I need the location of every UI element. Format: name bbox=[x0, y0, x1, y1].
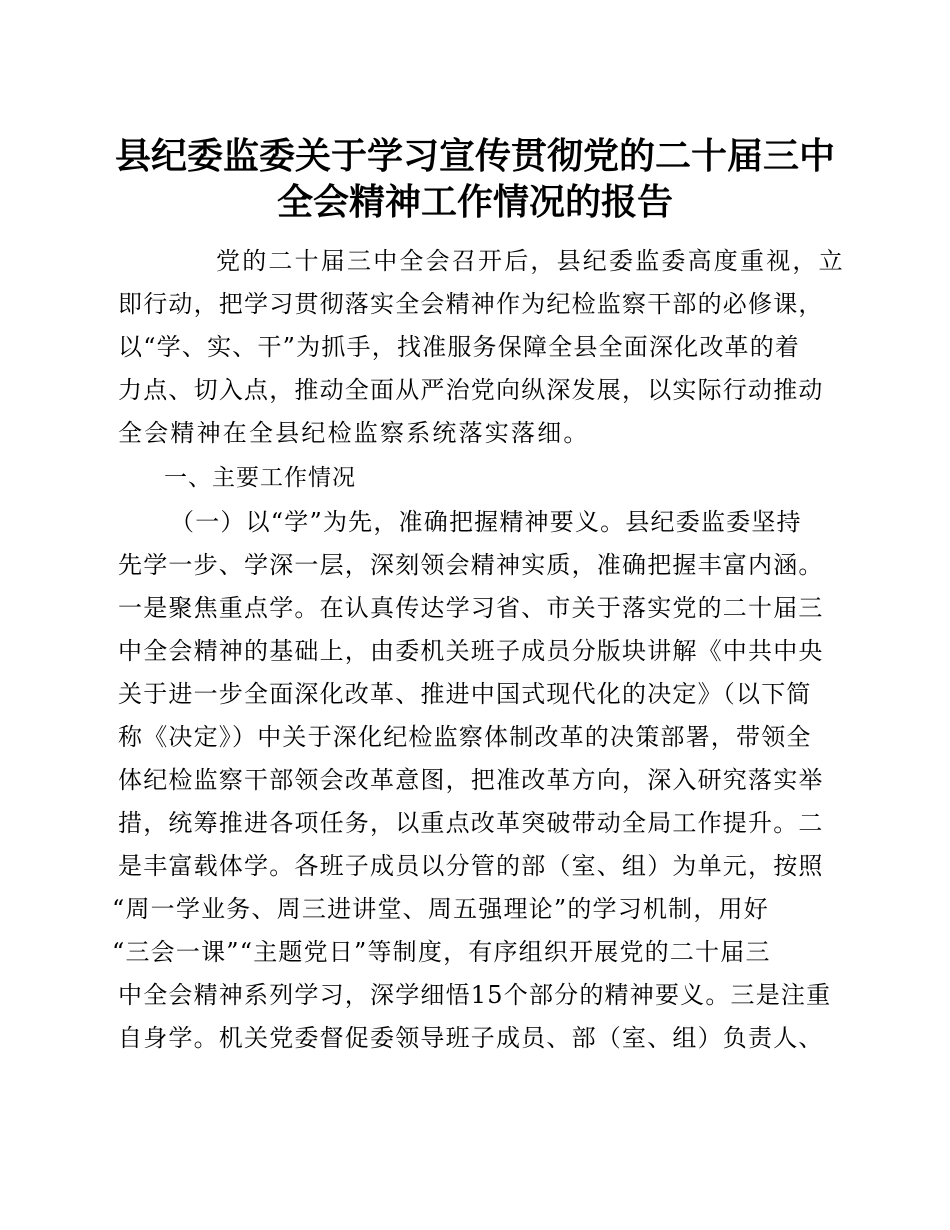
body-line: 先学一步、学深一层，深刻领会精神实质，准确把握丰富内涵。 bbox=[118, 551, 824, 579]
document-title-line-1: 县纪委监委关于学习宣传贯彻党的二十届三中 bbox=[114, 135, 835, 177]
body-line: 关于进一步全面深化改革、推进中国式现代化的决定》（以下简 bbox=[118, 680, 812, 708]
body-line: “周一学业务、周三进讲堂、周五强理论”的学习机制，用好 bbox=[112, 895, 769, 923]
body-line: 体纪检监察干部领会改革意图，把准改革方向，深入研究落实举 bbox=[118, 766, 824, 794]
body-line: 自身学。机关党委督促委领导班子成员、部（室、组）负责人、 bbox=[118, 1024, 824, 1052]
body-line: 即行动，把学习贯彻落实全会精神作为纪检监察干部的必修课， bbox=[118, 290, 824, 318]
body-line: 力点、切入点，推动全面从严治党向纵深发展，以实际行动推动 bbox=[118, 376, 824, 404]
body-line: 中全会精神系列学习，深学细悟15个部分的精神要义。三是注重 bbox=[118, 981, 832, 1009]
body-line: “三会一课”“主题党日”等制度，有序组织开展党的二十届三 bbox=[112, 938, 771, 966]
body-line: （一）以“学”为先，准确把握精神要义。县纪委监委坚持 bbox=[170, 508, 802, 536]
body-line: 是丰富载体学。各班子成员以分管的部（室、组）为单元，按照 bbox=[118, 852, 824, 880]
document-title-line-2: 全会精神工作情况的报告 bbox=[276, 181, 673, 223]
body-line: 一是聚焦重点学。在认真传达学习省、市关于落实党的二十届三 bbox=[118, 594, 824, 622]
body-line: 党的二十届三中全会召开后，县纪委监委高度重视，立 bbox=[216, 247, 845, 275]
body-line: 称《决定》）中关于深化纪检监察体制改革的决策部署，带领全 bbox=[118, 723, 812, 751]
body-line: 以“学、实、干”为抓手，找准服务保障全县全面深化改革的着 bbox=[118, 333, 801, 361]
body-line: 全会精神在全县纪检监察系统落实落细。 bbox=[118, 419, 590, 447]
section-heading: 一、主要工作情况 bbox=[164, 465, 356, 491]
body-line: 中全会精神的基础上，由委机关班子成员分版块讲解《中共中央 bbox=[118, 637, 824, 665]
body-line: 措，统筹推进各项任务，以重点改革突破带动全局工作提升。二 bbox=[118, 809, 824, 837]
